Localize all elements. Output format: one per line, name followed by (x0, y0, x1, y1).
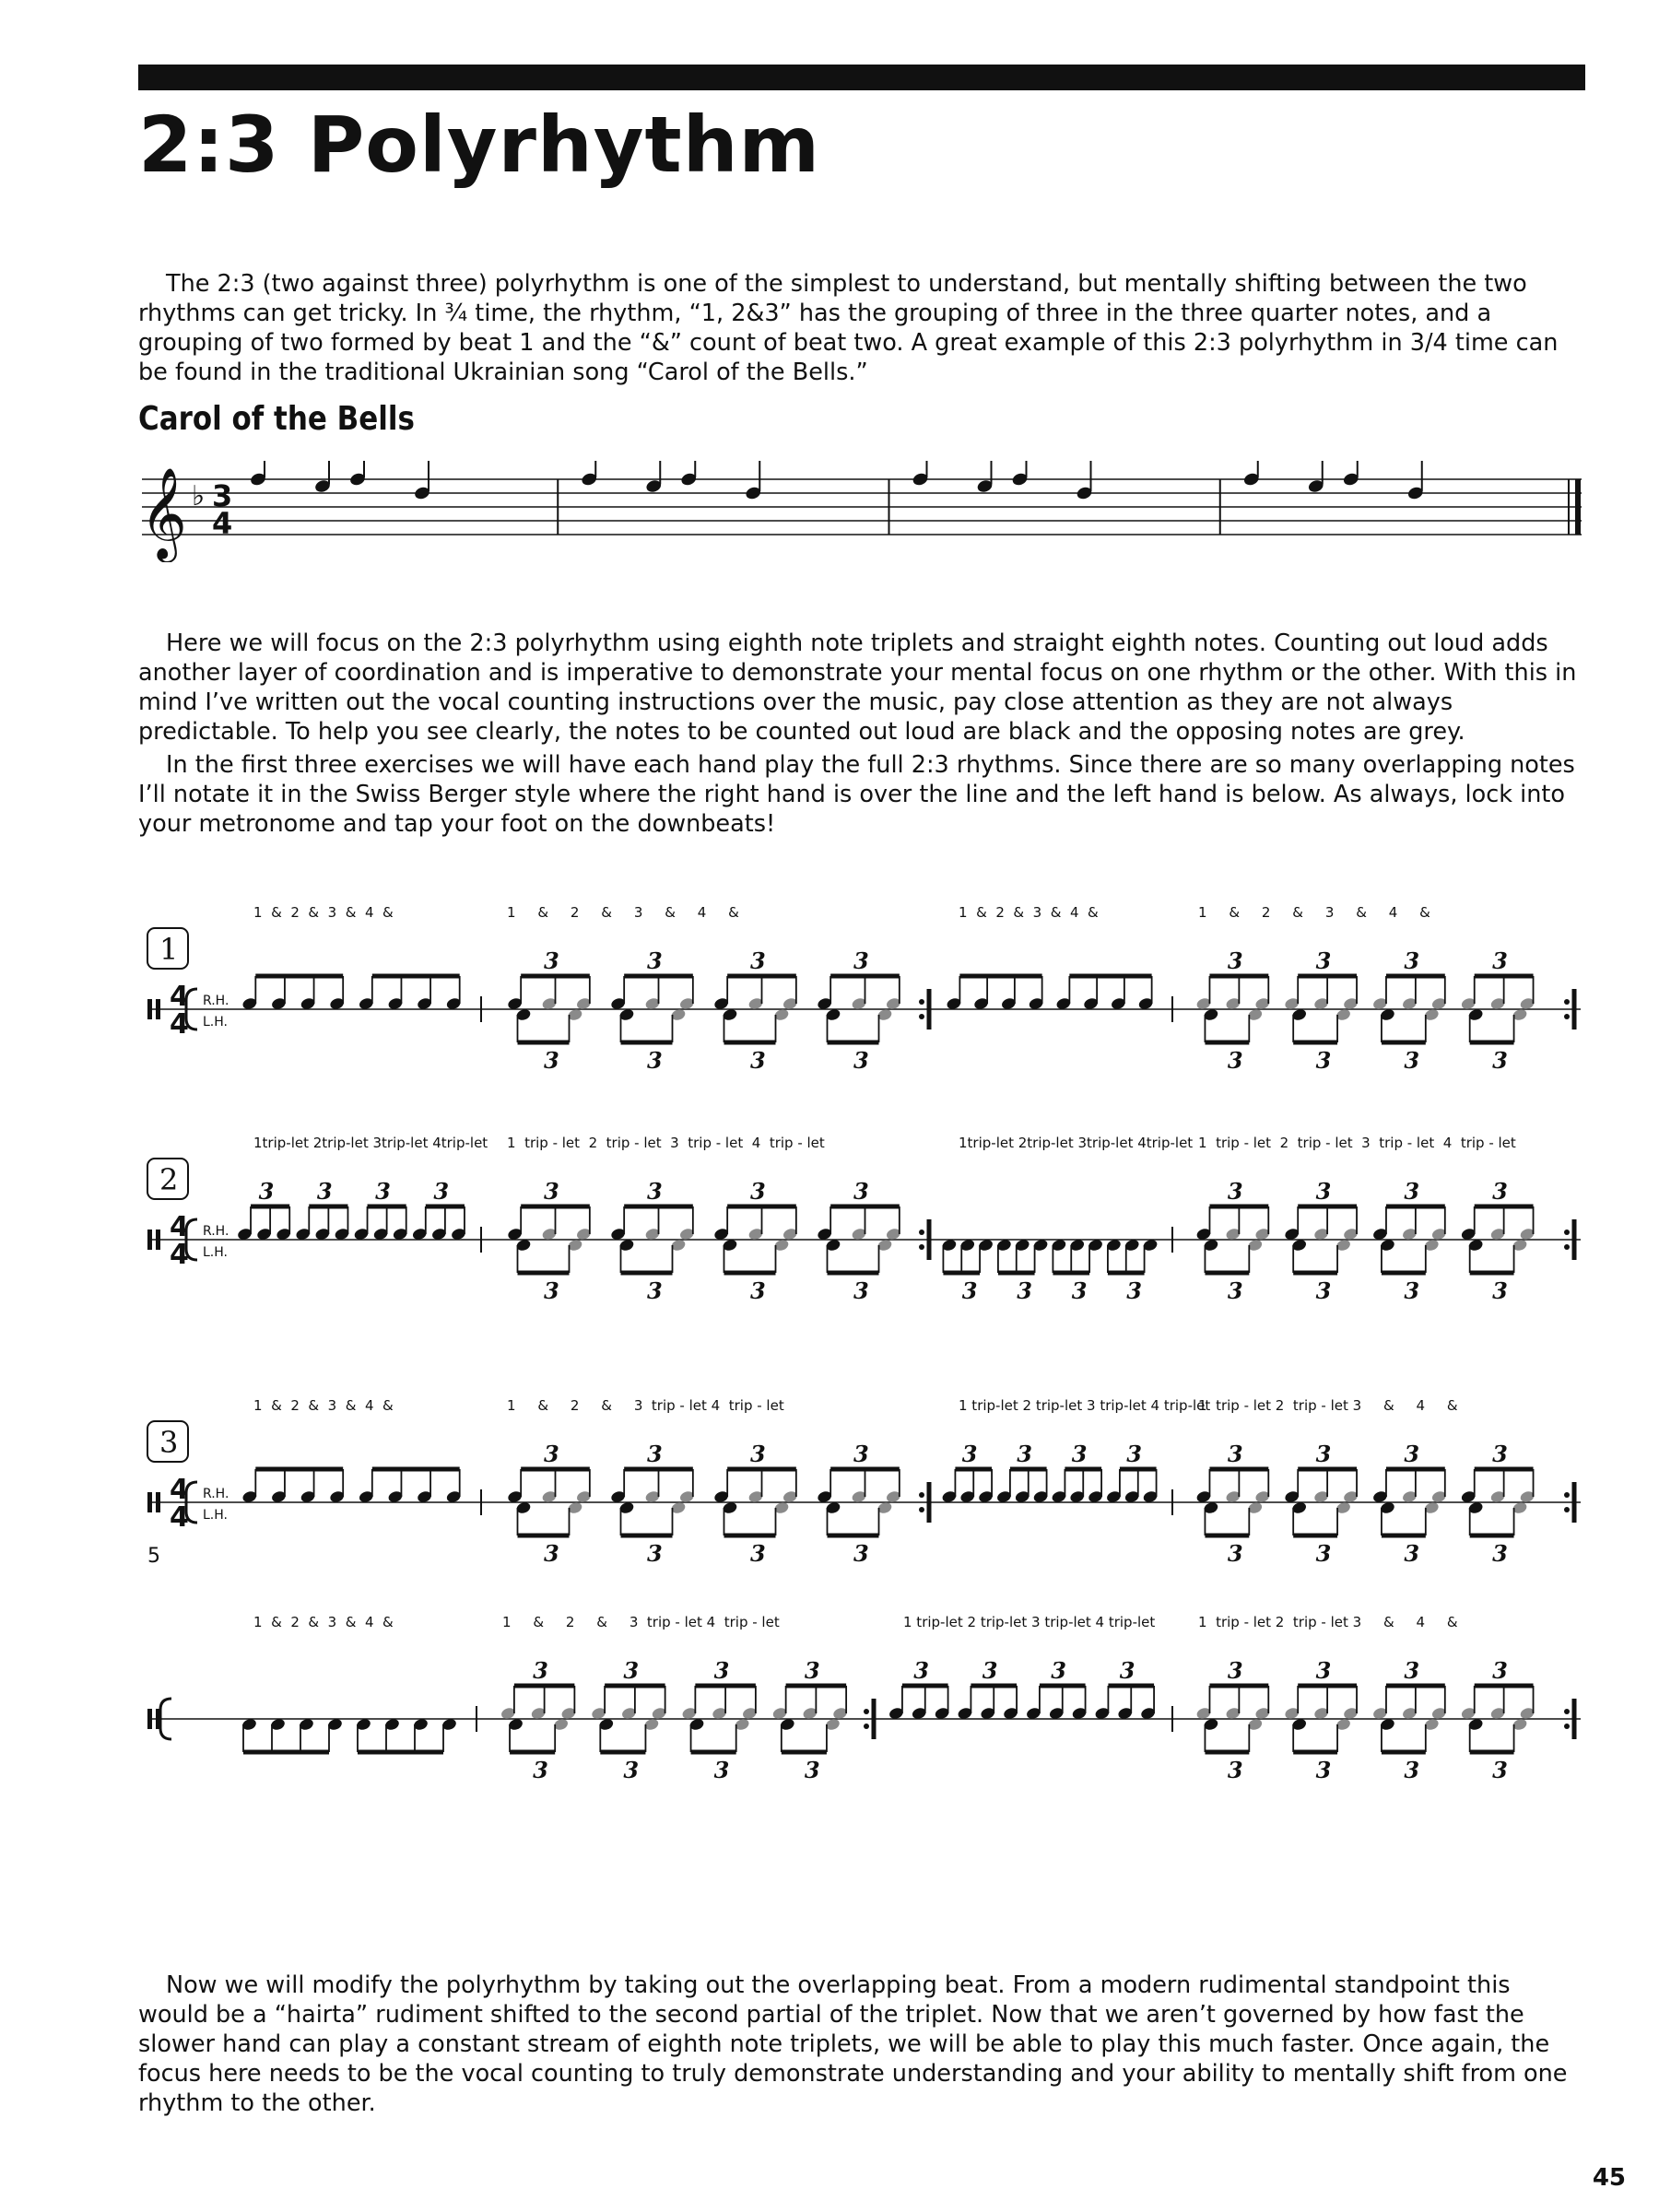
lh-label: L.H. (203, 1245, 228, 1260)
vocal-count: 1 & 2 & 3 & 4 & (1198, 904, 1430, 921)
tuplet-3: 3 (1315, 1178, 1332, 1205)
tuplet-3: 3 (1017, 1277, 1032, 1304)
tuplet-3: 3 (1404, 1277, 1420, 1304)
exercise-number: 1 (159, 932, 179, 967)
tuplet-3: 3 (647, 1441, 663, 1467)
tuplet-3: 3 (1404, 1047, 1420, 1074)
tuplet-3: 3 (1492, 1757, 1508, 1783)
tuplet-3: 3 (1227, 1277, 1243, 1304)
tuplet-3: 3 (750, 1540, 766, 1567)
page-title: 2:3 Polyrhythm (138, 100, 821, 190)
tuplet-3: 3 (1227, 1657, 1243, 1684)
tuplet-3: 3 (647, 1047, 663, 1074)
repeat-dot (1564, 1507, 1570, 1512)
clef-bar (147, 1492, 152, 1512)
vocal-count: 1trip-let 2trip-let 3trip-let 4trip-let (253, 1135, 488, 1151)
tuplet-3: 3 (1126, 1277, 1142, 1304)
repeat-dot (1564, 1724, 1570, 1729)
tuplet-3: 3 (982, 1657, 998, 1684)
vocal-count: 1trip-let 2trip-let 3trip-let 4trip-let (959, 1135, 1194, 1151)
tuplet-3: 3 (750, 947, 766, 974)
tuplet-3: 3 (1492, 1540, 1508, 1567)
clef-bar (156, 999, 160, 1019)
tuplet-3: 3 (544, 1047, 559, 1074)
tuplet-3: 3 (750, 1277, 766, 1304)
tuplet-3: 3 (1227, 947, 1243, 974)
tuplet-3: 3 (1017, 1441, 1032, 1467)
tuplet-3: 3 (544, 1441, 559, 1467)
modify-paragraph: Now we will modify the polyrhythm by taking out the overlapping beat. From a modern rudimental standpoint this would be a “hairta” rudiment shifted to the second partial of the triplet. Now that we aren’t governed by how fast the slower hand can play a constant stream of eighth note triplets, we will be able to play this much faster. Once again, the focus here needs to be the vocal counting to truly demonstrate understanding and your ability to mentally shift from one rhythm to the other. (138, 1971, 1568, 2117)
vocal-count: 1 & 2 & 3 & 4 & (253, 1397, 394, 1414)
tuplet-3: 3 (1227, 1441, 1243, 1467)
tuplet-3: 3 (1315, 1757, 1332, 1783)
tuplet-3: 3 (1404, 1441, 1420, 1467)
exercise-systems (138, 885, 1585, 1853)
vocal-count: 1 & 2 & 3 & 4 & (507, 904, 739, 921)
time-sig-top: 4 (170, 1211, 189, 1243)
tuplet-3: 3 (1315, 1441, 1332, 1467)
tuplet-3: 3 (647, 1178, 663, 1205)
tuplet-3: 3 (1227, 1178, 1243, 1205)
exercise-system-4 (147, 1545, 1581, 1783)
repeat-dot (919, 1244, 924, 1250)
tuplet-3: 3 (1119, 1657, 1135, 1684)
tuplet-3: 3 (647, 1277, 663, 1304)
repeat-dot (1564, 1014, 1570, 1019)
vocal-count: 1 & 2 & 3 & 4 & (253, 1614, 394, 1630)
tuplet-3: 3 (1315, 1277, 1332, 1304)
treble-clef-icon: 𝄞 (140, 467, 187, 559)
tuplet-3: 3 (1404, 947, 1420, 974)
repeat-dot (864, 1709, 869, 1714)
tuplet-3: 3 (804, 1757, 820, 1783)
tuplet-3: 3 (853, 1441, 869, 1467)
clef-bar (156, 1492, 160, 1512)
clef-bar (147, 999, 152, 1019)
lh-label: L.H. (203, 1508, 228, 1523)
tuplet-3: 3 (544, 1277, 559, 1304)
repeat-dot (1564, 1709, 1570, 1714)
tuplet-3: 3 (1071, 1441, 1088, 1467)
tuplet-3: 3 (1492, 947, 1508, 974)
lh-label: L.H. (203, 1015, 228, 1030)
tuplet-3: 3 (1492, 1441, 1508, 1467)
time-sig-bottom: 4 (170, 1239, 189, 1271)
tuplet-3: 3 (1227, 1757, 1243, 1783)
tuplet-3: 3 (961, 1277, 978, 1304)
carol-time-top: 3 (212, 478, 233, 513)
vocal-count: 1 & 2 & 3 trip - let 4 trip - let (502, 1614, 780, 1630)
vocal-count: 1 & 2 & 3 & 4 & (959, 904, 1099, 921)
tuplet-3: 3 (853, 1047, 869, 1074)
time-sig-bottom: 4 (170, 1501, 189, 1534)
carol-time-bottom: 4 (212, 506, 233, 541)
repeat-dot (1564, 1230, 1570, 1235)
tuplet-3: 3 (1492, 1277, 1508, 1304)
vocal-count: 1 trip - let 2 trip - let 3 & 4 & (1198, 1397, 1458, 1414)
vocal-count: 1 trip - let 2 trip - let 3 trip - let 4 trip - let (1198, 1135, 1516, 1151)
tuplet-3: 3 (647, 947, 663, 974)
intro-paragraph: The 2:3 (two against three) polyrhythm is one of the simplest to understand, but mentally shifting between the two rhythms can get tricky. In ¾ time, the rhythm, “1, 2&3” has the grouping of three in the three quarter notes, and a grouping of two formed by beat 1 and the “&” count of beat two. A great example of this 2:3 polyrhythm in 3/4 time can be found in the traditional Ukrainian song “Carol of the Bells.” (138, 270, 1559, 386)
clef-bar (147, 1230, 152, 1250)
tuplet-3: 3 (713, 1657, 730, 1684)
tuplet-3: 3 (1227, 1540, 1243, 1567)
repeat-dot (1564, 1492, 1570, 1498)
tuplet-3: 3 (533, 1757, 548, 1783)
exercise-number: 3 (159, 1425, 179, 1460)
vocal-count: 1 trip - let 2 trip - let 3 & 4 & (1198, 1614, 1458, 1630)
repeat-dot (919, 1014, 924, 1019)
repeat-dot (919, 1230, 924, 1235)
repeat-dot (919, 999, 924, 1005)
vocal-count: 1 & 2 & 3 trip - let 4 trip - let (507, 1397, 784, 1414)
tuplet-3: 3 (544, 1178, 559, 1205)
clef-bar (156, 1230, 160, 1250)
carol-notes (249, 461, 1578, 535)
tuplet-3: 3 (623, 1757, 640, 1783)
tuplet-3: 3 (913, 1657, 929, 1684)
tuplet-3: 3 (1071, 1277, 1088, 1304)
tuplet-3: 3 (853, 1540, 869, 1567)
tuplet-3: 3 (750, 1178, 766, 1205)
repeat-dot (1564, 1244, 1570, 1250)
tuplet-3: 3 (647, 1540, 663, 1567)
tuplet-3: 3 (375, 1178, 391, 1205)
line-number: 5 (147, 1545, 160, 1568)
tuplet-3: 3 (1492, 1047, 1508, 1074)
tuplet-3: 3 (1404, 1757, 1420, 1783)
vocal-count: 1 trip - let 2 trip - let 3 trip - let 4 trip - let (507, 1135, 825, 1151)
section-heading: Carol of the Bells (138, 400, 415, 438)
vocal-count: 1 trip-let 2 trip-let 3 trip-let 4 trip-let (959, 1397, 1211, 1414)
time-sig-top: 4 (170, 1474, 189, 1506)
tuplet-3: 3 (1315, 1540, 1332, 1567)
title-rule (138, 65, 1585, 90)
exercise-system-1 (147, 904, 1581, 1074)
tuplet-3: 3 (258, 1178, 275, 1205)
repeat-dot (864, 1724, 869, 1729)
exercise-number: 2 (159, 1162, 179, 1197)
staff-lines (142, 479, 1582, 535)
tuplet-3: 3 (750, 1441, 766, 1467)
repeat-dot (919, 1507, 924, 1512)
tuplet-3: 3 (1315, 947, 1332, 974)
focus-paragraph: Here we will focus on the 2:3 polyrhythm using eighth note triplets and straight eighth notes. Counting out loud adds another layer of coordination and is imperative to demonstrate your mental focus on one rhythm or the other. With this in mind I’ve written out the vocal counting instructions over the music, pay close attention as they are not always predictable. To help you see clearly, the notes to be counted out loud are black and the opposing notes are grey. (138, 629, 1577, 746)
carol-staff (138, 461, 1585, 562)
tuplet-3: 3 (1315, 1047, 1332, 1074)
time-sig-top: 4 (170, 981, 189, 1013)
tuplet-3: 3 (853, 1178, 869, 1205)
tuplet-3: 3 (533, 1657, 548, 1684)
time-sig-bottom: 4 (170, 1008, 189, 1041)
rh-label: R.H. (203, 994, 229, 1008)
repeat-dot (919, 1492, 924, 1498)
rh-label: R.H. (203, 1224, 229, 1239)
vocal-count: 1 & 2 & 3 & 4 & (253, 904, 394, 921)
rh-label: R.H. (203, 1487, 229, 1501)
tuplet-3: 3 (1227, 1047, 1243, 1074)
tuplet-3: 3 (1404, 1178, 1420, 1205)
flat-sign: ♭ (192, 480, 206, 512)
tuplet-3: 3 (623, 1657, 640, 1684)
tuplet-3: 3 (433, 1178, 450, 1205)
tuplet-3: 3 (316, 1178, 333, 1205)
page-number: 45 (1592, 2164, 1626, 2192)
exercise-system-3 (147, 1397, 1581, 1567)
tuplet-3: 3 (1051, 1657, 1066, 1684)
tuplet-3: 3 (1404, 1540, 1420, 1567)
tuplet-3: 3 (750, 1047, 766, 1074)
tuplet-3: 3 (1315, 1657, 1332, 1684)
tuplet-3: 3 (713, 1757, 730, 1783)
tuplet-3: 3 (804, 1657, 820, 1684)
tuplet-3: 3 (1126, 1441, 1142, 1467)
tuplet-3: 3 (1404, 1657, 1420, 1684)
tuplet-3: 3 (1492, 1178, 1508, 1205)
vocal-count: 1 trip-let 2 trip-let 3 trip-let 4 trip-let (903, 1614, 1156, 1630)
tuplet-3: 3 (544, 1540, 559, 1567)
tuplet-3: 3 (853, 1277, 869, 1304)
tuplet-3: 3 (1492, 1657, 1508, 1684)
first-three-paragraph: In the first three exercises we will have each hand play the full 2:3 rhythms. Since there are so many overlapping notes I’ll notate it in the Swiss Berger style where the right hand is over the line and the left hand is below. As always, lock into your metronome and tap your foot on the downbeats! (138, 751, 1575, 838)
tuplet-3: 3 (961, 1441, 978, 1467)
clef-bar (147, 1709, 152, 1729)
tuplet-3: 3 (544, 947, 559, 974)
exercise-system-2 (147, 1135, 1581, 1304)
tuplet-3: 3 (853, 947, 869, 974)
repeat-dot (1564, 999, 1570, 1005)
